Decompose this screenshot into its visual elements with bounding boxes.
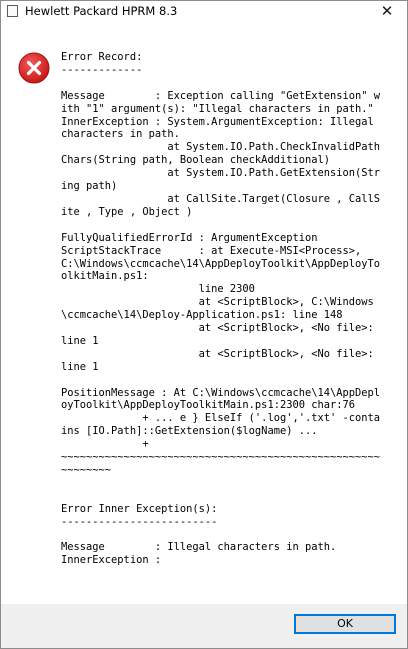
ok-button[interactable]: OK — [294, 614, 396, 634]
button-bar — [1, 604, 407, 648]
close-button[interactable]: ✕ — [380, 2, 394, 20]
app-icon — [7, 5, 18, 17]
window-title: Hewlett Packard HPRM 8.3 — [25, 4, 178, 18]
error-icon — [18, 52, 50, 84]
title-bar[interactable] — [1, 1, 407, 22]
error-message-text: Error Record: ------------- Message : Exception calling "GetExtension" with "1" argument(s): "Illegal characters in path." InnerException : System.ArgumentException: Illegal characters in path. at System.IO.Path.CheckInvalidPathChars(String path, Boolean checkAdditional) at System.IO.Path.GetExtension(String path) at CallSite.Target(Closure , CallSite , Type , Object ) FullyQualifiedErrorId : ArgumentException ScriptStackTrace : at Execute-MSI<Process>, C:\Windows\ccmcache\14\AppDeployToolkit\AppDeployToolkitMain.ps1: line 2300 at <ScriptBlock>, C:\Windows\ccmcache\14\Deploy-Application.ps1: line 148 at <ScriptBlock>, <No file>: line 1 at <ScriptBlock>, <No file>: line 1 PositionMessage : At C:\Windows\ccmcache\14\AppDeployToolkit\AppDeployToolkitMain.ps1:2300 char:76 + ... e } ElseIf ('.log','.txt' -contains [IO.Path]::GetExtension($logName) ... + ~~~~~~~~~~~~~~~~~~~~~~~~~~~~~~~~~~~~~~~~~~~~~~~~~~~~~~~~~~~ Error Inner Exception(s): ------------------------- Message : Illegal characters in path. InnerException : — [61, 51, 381, 567]
